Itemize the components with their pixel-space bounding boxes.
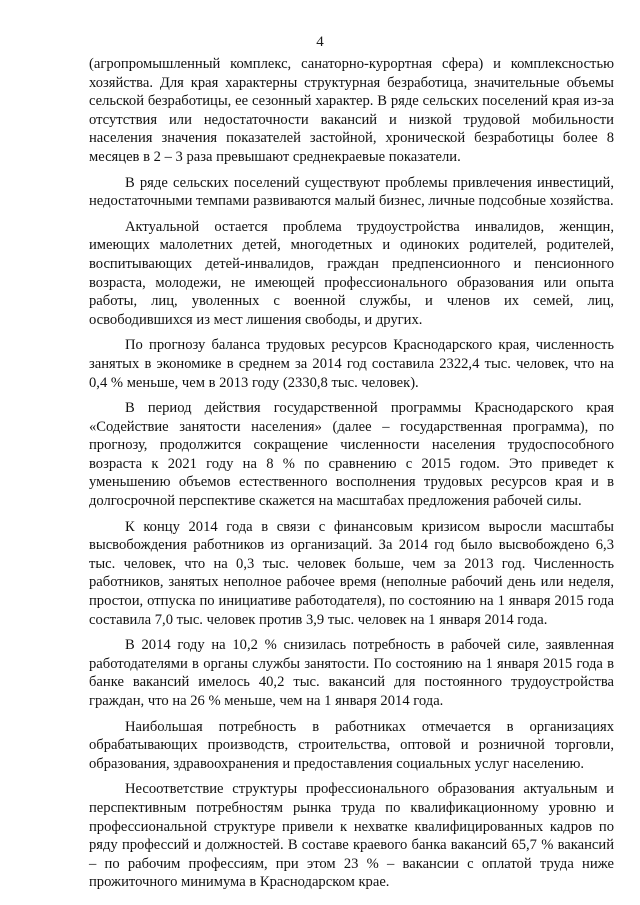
paragraph-9: Несоответствие структуры профессионального образования актуальным и перспективным потребностям рынка труда по квалификационному уровню и профессиональной структуре привели к нехватке квалифицированных кадров по ряду профессий и должностей. В составе краевого банка вакансий 65,7 % вакансий – по рабочим профессиям, при этом 23 % – вакансии с оплатой труда ниже прожиточного минимума в Краснодарском крае.	[89, 781, 614, 891]
page-number: 4	[316, 34, 324, 50]
paragraph-3: Актуальной остается проблема трудоустройства инвалидов, женщин, имеющих малолетних детей, многодетных и одиноких родителей, родителей, воспитывающих детей-инвалидов, граждан предпенсионного и пенсионного возраста, молодежи, не имеющей профессионального образования или опыта работы, лиц, уволенных с военной службы, и членов их семей, лиц, освободившихся из мест лишения свободы, и других.	[89, 218, 614, 328]
paragraph-6: К концу 2014 года в связи с финансовым кризисом выросли масштабы высвобождения работников из организаций. За 2014 год было высвобождено 6,3 тыс. человек, что на 0,3 тыс. человек больше, чем за 2013 год. Численность работников, занятых неполное рабочее время (неполные рабочий день или неделя, простои, отпуска по инициативе работодателя), по состоянию на 1 января 2015 года составила 7,0 тыс. человек против 3,9 тыс. человек на 1 января 2014 года.	[89, 518, 614, 628]
document-body	[89, 55, 614, 899]
paragraph-7: В 2014 году на 10,2 % снизилась потребность в рабочей силе, заявленная работодателями в органы службы занятости. По состоянию на 1 января 2015 года в банке вакансий имелось 40,2 тыс. вакансий для постоянного трудоустройства граждан, что на 26 % меньше, чем на 1 января 2014 года.	[89, 637, 614, 709]
paragraph-8: Наибольшая потребность в работниках отмечается в организациях обрабатывающих производств, строительства, оптовой и розничной торговли, образования, здравоохранения и предоставления социальных услуг населению.	[89, 718, 614, 772]
paragraph-5: В период действия государственной программы Краснодарского края «Содействие занятости населения» (далее – государственная программа), по прогнозу, продолжится сокращение численности населения трудоспособного возраста к 2021 году на 8 % по сравнению с 2015 годом. Это приведет к уменьшению объемов естественного восполнения трудовых ресурсов края и в долгосрочной перспективе скажется на масштабах предложения рабочей силы.	[89, 400, 614, 510]
paragraph-4: По прогнозу баланса трудовых ресурсов Краснодарского края, численность занятых в экономике в среднем за 2014 год составила 2322,4 тыс. человек, что на 0,4 % меньше, чем в 2013 году (2330,8 тыс. человек).	[89, 337, 614, 391]
paragraph-2: В ряде сельских поселений существуют проблемы привлечения инвестиций, недостаточными темпами развиваются малый бизнес, личные подсобные хозяйства.	[89, 174, 614, 210]
paragraph-1: (агропромышленный комплекс, санаторно-курортная сфера) и комплексностью хозяйства. Для края характерны структурная безработица, значительные объемы сельской безработицы, ее сезонный характер. В ряде сельских поселений края из-за отсутствия или недостаточности вакансий и низкой трудовой мобильности населения значения показателей застойной, хронической безработицы более 8 месяцев в 2 – 3 раза превышают среднекраевые показатели.	[89, 56, 614, 165]
